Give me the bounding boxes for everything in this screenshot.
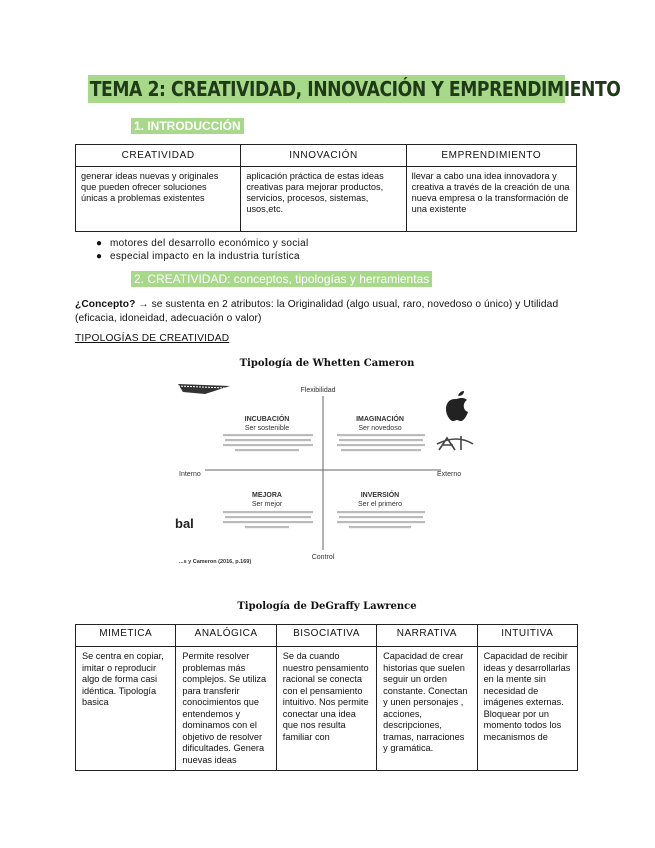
quadrant-subtitle: Ser sostenible xyxy=(244,425,290,432)
table-header: INTUITIVA xyxy=(477,625,577,647)
table-header: EMPRENDIMIENTO xyxy=(406,145,576,167)
quadrant-text-blur xyxy=(337,511,425,528)
table-header: INNOVACIÓN xyxy=(241,145,406,167)
table-header: CREATIVIDAD xyxy=(76,145,241,167)
intro-table xyxy=(75,144,577,232)
axis-label-right: Externo xyxy=(437,471,462,478)
figure-caption: ...s y Cameron (2016, p.169) xyxy=(179,559,252,565)
axis-label-bottom: Control xyxy=(311,554,335,561)
axis-label-top: Flexibilidad xyxy=(300,387,336,394)
bullet-icon: ● xyxy=(96,238,103,249)
quadrant-title: INCUBACIÓN xyxy=(244,416,290,423)
apple-logo-icon xyxy=(446,391,468,421)
bullet-item xyxy=(96,237,309,250)
bullet-item xyxy=(96,250,300,263)
section-heading-creatividad: 2. CREATIVIDAD: conceptos, tipologías y herramientas xyxy=(131,271,432,287)
table-cell: Capacidad de recibir ideas y desarrollarlas en la mente sin necesidad de imágenes externas. Bloquear por un momento todos los mecanismos de xyxy=(477,647,577,771)
table-cell: generar ideas nuevas y originales que pueden ofrecer soluciones únicas a problemas existentes xyxy=(76,167,241,232)
concepto-paragraph xyxy=(75,298,580,326)
quadrant-text-blur xyxy=(223,511,313,528)
bullet-icon: ● xyxy=(96,251,103,262)
table-cell: aplicación práctica de estas ideas creativas para mejorar productos, servicios, procesos, sistemas, usos,etc. xyxy=(241,167,406,232)
ai-logo-icon xyxy=(437,436,473,450)
table-header: ANALÓGICA xyxy=(176,625,276,647)
page-title xyxy=(88,75,621,103)
concepto-text: → se sustenta en 2 atributos: la Originalidad (algo usual, raro, novedoso o único) y Utilidad (eficacia, idoneidad, adecuación o valor) xyxy=(75,299,559,324)
image-fragment xyxy=(178,384,230,394)
quadrant-subtitle: Ser el primero xyxy=(358,501,402,508)
image-fragment-text: bal xyxy=(175,516,194,531)
table-cell: Permite resolver problemas más complejos. Se utiliza para transferir conocimientos que entendemos y dominamos con el objetivo de resolver dificultades. Genera nuevas ideas xyxy=(176,647,276,771)
table-cell: Se centra en copiar, imitar o reproducir algo de forma casi idéntica. Tipología basica xyxy=(76,647,176,771)
axis-label-left: Interno xyxy=(179,471,201,478)
concepto-label: ¿Concepto? xyxy=(75,299,136,310)
bullet-text: especial impacto en la industria turística xyxy=(110,251,300,262)
quadrant-title: MEJORA xyxy=(252,492,282,499)
table-header: BISOCIATIVA xyxy=(276,625,376,647)
whetten-cameron-diagram xyxy=(175,378,479,568)
quadrant-subtitle: Ser novedoso xyxy=(358,425,402,432)
quadrant-title: INVERSIÓN xyxy=(360,492,400,499)
quadrant-text-blur xyxy=(337,434,425,451)
tipologias-heading: TIPOLOGÍAS DE CREATIVIDAD xyxy=(75,333,230,344)
table-cell: Se da cuando nuestro pensamiento racional se conecta con el pensamiento intuitivo. Nos permite conectar una idea que nos resulta familiar con xyxy=(276,647,376,771)
quadrant-subtitle: Ser mejor xyxy=(251,501,283,508)
page-title-text: TEMA 2: CREATIVIDAD, INNOVACIÓN Y EMPRENDIMIENTO xyxy=(89,77,621,101)
bullet-text: motores del desarrollo económico y social xyxy=(110,238,309,249)
table-cell: Capacidad de crear historias que suelen seguir un orden constante. Conectan y unen personajes , acciones, descripciones, tramas, narraciones y gramática. xyxy=(377,647,477,771)
table-header: NARRATIVA xyxy=(377,625,477,647)
figure-title-whetten: Tipología de Whetten Cameron xyxy=(239,358,415,369)
table-header: MIMETICA xyxy=(76,625,176,647)
degraffy-table xyxy=(75,624,578,771)
figure-title-degraffy: Tipología de DeGraffy Lawrence xyxy=(237,601,417,612)
quadrant-title: IMAGINACIÓN xyxy=(356,416,404,423)
section-heading-introduccion: 1. INTRODUCCIÓN xyxy=(131,118,244,134)
quadrant-text-blur xyxy=(223,434,313,451)
table-cell: llevar a cabo una idea innovadora y creativa a través de la creación de una nueva empresa o la transformación de una existente xyxy=(406,167,576,232)
